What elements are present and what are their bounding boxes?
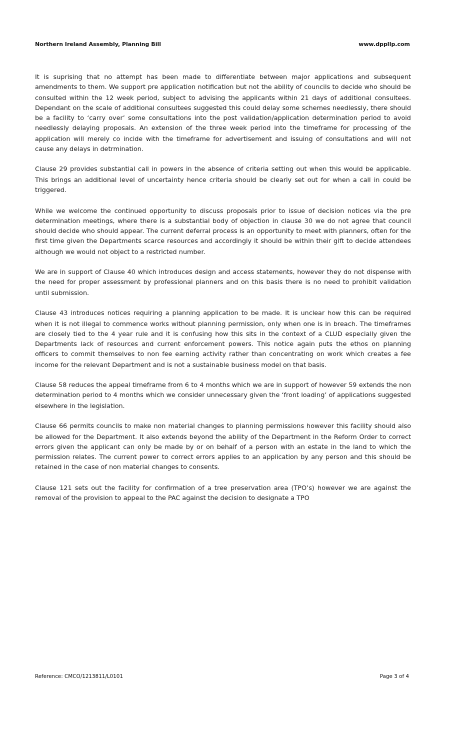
footer-reference: Reference: CMCO/1213811/L0101 — [35, 674, 124, 680]
header-title: Northern Ireland Assembly, Planning Bill — [35, 42, 161, 48]
page-header — [35, 42, 410, 48]
paragraph: Clause 29 provides substantial call in powers in the absence of criteria setting out when this would be applicable. This brings an additional level of uncertainty hence criteria should be clearly set out for when a call in could be triggered. — [35, 165, 411, 194]
paragraph: We are in support of Clause 40 which introduces design and access statements, however they do not dispense with the need for proper assessment by professional planners and on this basis there is no need to prohibit validation until submission. — [35, 268, 411, 297]
paragraph: While we welcome the continued opportunity to discuss proposals prior to issue of decision notices via the pre determination meetings, where there is a substantial body of objection in clause 30 we do not agree that council should decide who should appear. The current deferral process is an opportunity to meet with planners, often for the first time given the Departments scarce resources and accordingly it should be within their gift to decide attendees although we would not object to a restricted number. — [35, 206, 411, 256]
paragraph: Clause 58 reduces the appeal timeframe from 6 to 4 months which we are in support of however 59 extends the non determination period to 4 months which we consider unnecessary given the ‘front loading’ of applications suggested elsewhere in the legislation. — [35, 381, 411, 410]
document-body — [35, 72, 411, 514]
paragraph: Clause 43 introduces notices requiring a planning application to be made. It is unclear how this can be required when it is not illegal to commence works without planning permission, only when one is in breach. The timeframes are closely tied to the 4 year rule and it is confusing how this sits in the context of a CLUD especially given the Departments lack of resources and current enforcement powers. This notice again puts the ethos on planning officers to commit themselves to non fee earning activity rather than concentrating on work which creates a fee income for the relevant Department and is not a sustainable business model on that basis. — [35, 309, 411, 369]
paragraph: It is suprising that no attempt has been made to differentiate between major applications and subsequent amendments to them. We support pre application notification but not the ability of councils to decide who should be consulted within the 12 week period, subject to advising the applicants within 21 days of additional consultees. Dependant on the scale of additional consultees suggested this could delay some schemes needlessly, there should be a facility to ‘carry over’ some consultations into the post validation/application determination period to avoid needlessly delaying proposals. An extension of the three week period into the timeframe for processing of the application will merely co incide with the timeframe for advertisement and issuing of consultations and will not cause any delays in detrmination. — [35, 73, 411, 153]
page-number: Page 3 of 4 — [379, 674, 409, 680]
page-footer — [35, 674, 409, 680]
header-website: www.dppllp.com — [358, 42, 410, 48]
paragraph: Clause 121 sets out the facility for confirmation of a tree preservation area (TPO’s) however we are against the removal of the provision to appeal to the PAC against the decision to designate a TPO — [35, 483, 411, 503]
paragraph: Clause 66 permits councils to make non material changes to planning permissions however this facility should also be allowed for the Department. It also extends beyond the ability of the Department in the Reform Order to correct errors given the applicant can only be made by or on behalf of a person with an estate in the land to which the permission relates. The current power to correct errors applies to an application by any person and this should be retained in the case of non material changes to consents. — [35, 422, 411, 472]
